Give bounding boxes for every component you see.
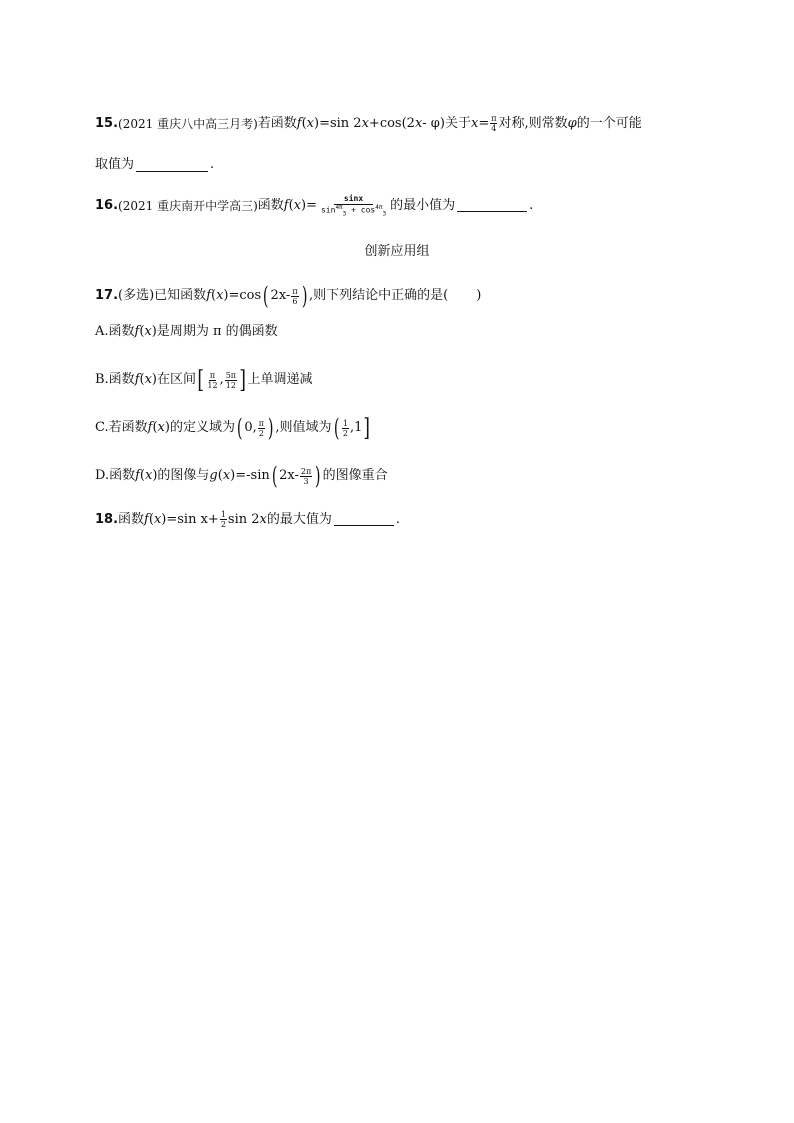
left-paren: ( (271, 462, 278, 490)
punctuation: . (210, 157, 215, 172)
question-text: (多选)已知函数 (118, 288, 207, 303)
subscript: 3 (382, 210, 387, 218)
fraction (319, 194, 388, 217)
numerator: π (292, 286, 298, 296)
math-expr: =sin 2 (319, 115, 362, 131)
question-text: 取值为 (95, 157, 135, 172)
subscript: 3 (342, 210, 347, 218)
option-text: 的图像重合 (322, 468, 388, 483)
exponent: 4π (335, 204, 343, 211)
math-var: x (222, 468, 231, 483)
question-text: 的最大值为 (266, 511, 332, 527)
question-text: 对称,则常数 (498, 115, 568, 131)
question-16: 16. (2021 重庆南开中学高三) 函数 f ( x ) = $\frac{\sin x}{\sin^{4\pi}_3 + \cos^{4\pi}_3}$ 的最小值为 . (95, 194, 534, 218)
math-expr: + cos (351, 205, 376, 215)
fraction (291, 287, 298, 306)
math-var: f (144, 511, 149, 527)
punctuation: ) (476, 288, 482, 303)
left-paren: ( (236, 414, 243, 442)
fraction (300, 467, 312, 486)
option-b[interactable]: B.函数 f ( x ) 在区间 [ $\frac{\pi}{12}$ , $\frac{5\pi}{12}$ ] 上单调递减 (95, 366, 313, 394)
question-source: (2021 重庆南开中学高三) (118, 198, 258, 213)
option-text: 的定义域为 (169, 420, 235, 435)
option-c[interactable]: C.若函数 f ( x ) 的定义域为 ( 0, $\frac{\pi}{2}$ ) ,则值域为 ( $\frac{1}{2}$ ,1 ] (95, 414, 371, 442)
math-var: x (259, 511, 267, 527)
math-var: f (296, 115, 302, 131)
question-15-line-1: 15. (2021 重庆八中高三月考) 若函数 f ( x ) =sin 2 x +cos(2 x - φ)关于 x= $\frac{\pi}{4}$ 对称,则常数 φ 的一个可能 (95, 114, 642, 133)
math-var: f (147, 420, 153, 435)
question-text: 的一个可能 (576, 115, 642, 131)
math-var: x (414, 115, 423, 131)
numerator: π (258, 418, 264, 428)
fraction (258, 419, 265, 438)
numerator: 2π (300, 466, 312, 476)
math-var: x (157, 420, 165, 435)
math-var: x (361, 115, 369, 131)
math-expr: = (306, 197, 317, 213)
denominator: 12 (225, 380, 236, 390)
math-var: x (306, 115, 314, 131)
exponent: 4π (375, 204, 383, 211)
math-expr: ,1 (349, 420, 363, 435)
option-label: C.若函数 (95, 420, 148, 435)
section-title: 创新应用组 (364, 244, 430, 259)
right-paren: ) (267, 414, 274, 442)
option-label: A.函数 (95, 324, 135, 339)
punctuation: . (529, 197, 534, 213)
right-paren: ) (301, 282, 308, 310)
math-var: f (134, 324, 140, 339)
left-paren: ( (263, 282, 269, 310)
denominator: 12 (207, 380, 218, 390)
math-var: x (216, 288, 224, 303)
denominator: 2 (258, 428, 264, 438)
math-expr: +cos(2 (368, 115, 415, 131)
question-17: 17. (多选)已知函数 f ( x ) =cos ( 2x- $\frac{\pi}{6}$ ) ,则下列结论中正确的是( ) (95, 282, 482, 310)
right-paren: ) (315, 462, 321, 490)
math-expr: =cos (228, 288, 262, 303)
numerator: sinx (334, 194, 373, 205)
option-d[interactable]: D.函数 f ( x ) 的图像与 g ( x ) =-sin ( 2x- $\frac{2\pi}{3}$ ) 的图像重合 (95, 462, 388, 490)
question-number: 15. (95, 115, 119, 131)
math-var: f (135, 468, 140, 483)
question-text: 若函数 (257, 115, 297, 131)
math-var: f (283, 197, 289, 213)
numerator: π (491, 114, 497, 123)
question-text: 函数 (118, 511, 145, 527)
option-text: 在区间 (157, 372, 197, 387)
answer-blank[interactable] (457, 199, 527, 212)
math-expr: sin 2 (227, 511, 260, 527)
question-number: 16. (95, 197, 119, 213)
denominator: 6 (292, 296, 298, 306)
option-text: 是周期为 π 的偶函数 (156, 324, 278, 339)
math-var: x (293, 197, 301, 213)
math-var: f (134, 372, 140, 387)
question-text: 的最小值为 (390, 197, 456, 213)
numerator: 1 (220, 510, 226, 519)
math-expr: =-sin (235, 468, 270, 483)
denominator: 4 (491, 124, 497, 133)
answer-blank[interactable] (334, 513, 394, 526)
question-text: 函数 (257, 197, 284, 213)
option-label: B.函数 (95, 372, 135, 387)
question-text: ,则下列结论中正确的是( (308, 288, 449, 303)
math-expr: sin (320, 205, 336, 215)
fraction (490, 114, 497, 133)
answer-blank[interactable] (136, 159, 208, 172)
math-var: f (206, 288, 211, 303)
denominator (319, 205, 388, 217)
question-18: 18. 函数 f ( x ) =sin x+ $\frac{1}{2}$ sin 2 x 的最大值为 . (95, 510, 401, 529)
option-a[interactable]: A.函数 f ( x ) 是周期为 π 的偶函数 (95, 324, 278, 339)
numerator: 1 (342, 418, 348, 428)
denominator: 2 (220, 520, 226, 529)
math-expr: 2x- (279, 468, 299, 483)
denominator: 2 (342, 428, 348, 438)
math-expr: 0, (244, 420, 257, 435)
fraction (206, 371, 218, 390)
numerator: π (209, 370, 216, 380)
question-number: 18. (95, 511, 119, 527)
option-label: D.函数 (95, 468, 136, 483)
option-text: ,则值域为 (275, 420, 332, 435)
math-var: x (153, 511, 162, 527)
left-paren: ( (333, 414, 340, 442)
fraction (225, 371, 237, 390)
right-bracket: ] (239, 366, 247, 394)
math-expr: - φ)关于 (422, 115, 471, 131)
fraction (342, 419, 349, 438)
math-var: g (209, 468, 218, 483)
denominator: 3 (303, 476, 309, 486)
math-expr: 2x- (270, 288, 291, 303)
option-text: 的图像与 (157, 468, 210, 483)
question-number: 17. (95, 288, 119, 303)
math-var: φ (567, 115, 577, 131)
question-source: (2021 重庆八中高三月考) (118, 116, 258, 131)
punctuation: . (395, 511, 401, 527)
left-bracket: [ (197, 366, 204, 394)
numerator: 5π (225, 370, 237, 380)
math-expr: x= (470, 115, 490, 131)
right-bracket: ] (363, 414, 371, 442)
math-expr: =sin x+ (166, 511, 219, 527)
math-var: x (144, 372, 152, 387)
math-var: x (144, 324, 152, 339)
math-var: x (144, 468, 153, 483)
option-text: 上单调递减 (247, 372, 313, 387)
question-15-line-2 (95, 157, 214, 173)
fraction (220, 510, 227, 529)
